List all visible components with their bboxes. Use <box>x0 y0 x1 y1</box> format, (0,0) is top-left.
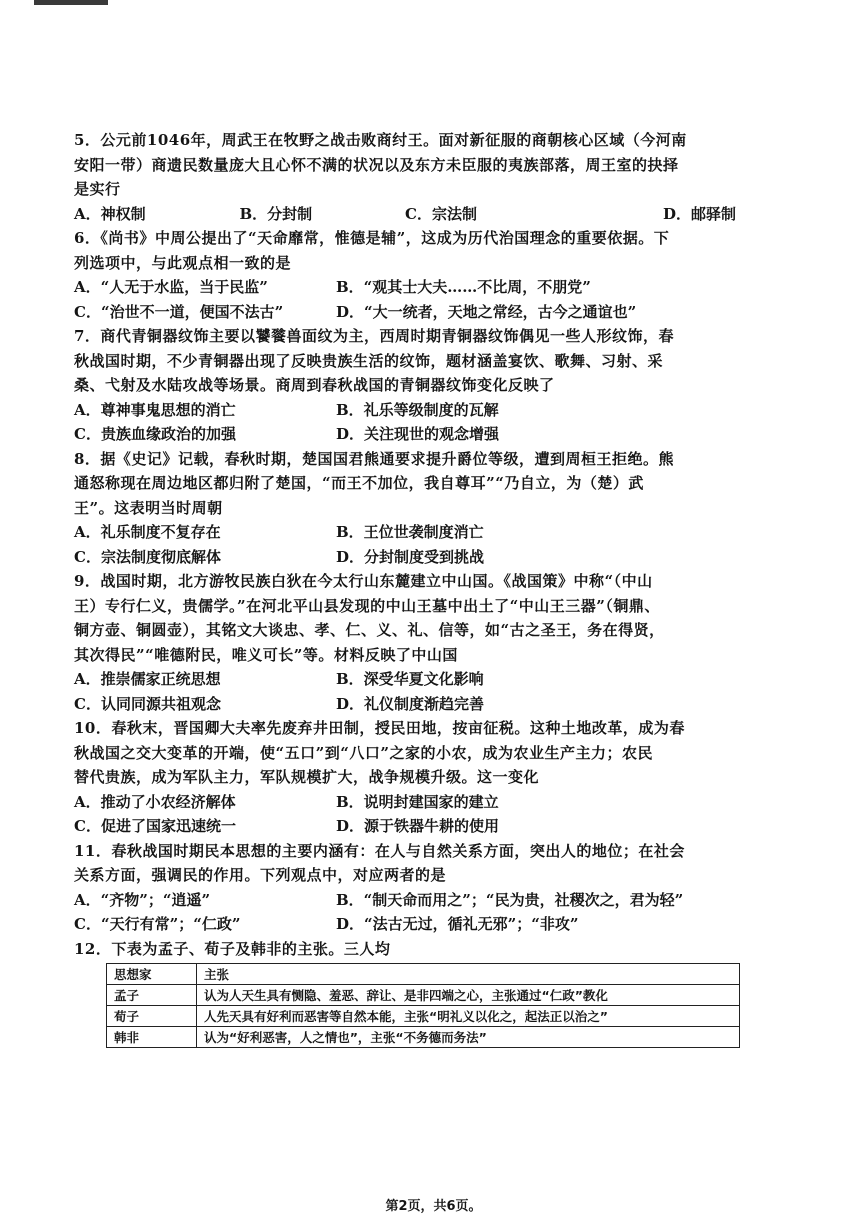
question-stem-line: 替代贵族，成为军队主力，军队规模扩大，战争规模升级。这一变化 <box>74 768 540 786</box>
table-cell-thinker: 孟子 <box>107 985 197 1006</box>
question-stem-line: 7．商代青铜器纹饰主要以饕餮兽面纹为主，西周时期青铜器纹饰偶见一些人形纹饰，春 <box>74 327 674 345</box>
option-a[interactable]: A．“齐物”；“逍遥” <box>74 890 211 909</box>
page-footer: 第2页，共6页。 <box>385 1199 482 1214</box>
option-b[interactable]: B．说明封建国家的建立 <box>336 792 499 811</box>
question-stem-line: 列选项中，与此观点相一致的是 <box>74 253 292 272</box>
options-row <box>74 398 736 423</box>
question-6 <box>74 226 736 324</box>
option-b[interactable]: B．深受华夏文化影响 <box>336 670 484 688</box>
question-stem-line: 6．《尚书》中周公提出了“天命靡常，惟德是辅”，这成为历代治国理念的重要依据。下 <box>74 229 670 247</box>
options-row <box>74 300 736 325</box>
thinkers-table <box>106 963 740 1048</box>
options-row <box>74 422 736 447</box>
question-stem-line: 10．春秋末，晋国卿大夫率先废弃井田制，授民田地，按亩征税。这种土地改革，成为春 <box>74 719 685 737</box>
option-a[interactable]: A．“人无于水监，当于民监” <box>74 278 268 296</box>
question-11 <box>74 839 736 937</box>
option-d[interactable]: D．礼仪制度渐趋完善 <box>336 694 485 713</box>
option-a[interactable]: A．推动了小农经济解体 <box>74 792 236 811</box>
question-stem-line: 安阳一带）商遗民数量庞大且心怀不满的状况以及东方未臣服的夷族部落，周王室的抉择 <box>74 155 679 174</box>
option-b[interactable]: B．礼乐等级制度的瓦解 <box>336 400 499 419</box>
option-b[interactable]: B．“观其士大夫……不比周，不朋党” <box>336 278 591 296</box>
question-10 <box>74 716 736 839</box>
question-stem-line: 关系方面，强调民的作用。下列观点中，对应两者的是 <box>74 866 447 884</box>
option-d[interactable]: D．“法古无过，循礼无邪”；“非攻” <box>336 915 579 933</box>
question-stem-line: 桑、弋射及水陆攻战等场景。商周到春秋战国的青铜器纹饰变化反映了 <box>74 376 555 394</box>
table-cell-view: 认为人天生具有恻隐、羞恶、辞让、是非四端之心，主张通过“仁政”教化 <box>197 985 740 1006</box>
option-b[interactable]: B．分封制 <box>239 204 313 223</box>
options-row <box>74 692 736 717</box>
options-row <box>74 545 736 570</box>
option-d[interactable]: D．分封制度受到挑战 <box>336 547 485 566</box>
options-row <box>74 790 736 815</box>
options-row <box>74 202 736 227</box>
table-row <box>107 985 740 1006</box>
table-cell-thinker: 韩非 <box>107 1027 197 1048</box>
table-header-cell: 思想家 <box>107 964 197 985</box>
options-row <box>74 667 736 692</box>
option-d[interactable]: D．“大一统者，天地之常经，古今之通谊也” <box>336 302 637 321</box>
question-stem-line: 秋战国时期，不少青铜器出现了反映贵族生活的纹饰，题材涵盖宴饮、歌舞、习射、采 <box>74 351 664 370</box>
options-row <box>74 814 736 839</box>
question-stem-line: 5．公元前1046年，周武王在牧野之战击败商纣王。面对新征服的商朝核心区域（今河南 <box>74 131 687 149</box>
option-c[interactable]: C．认同同源共祖观念 <box>74 694 221 713</box>
table-cell-view: 人先天具有好利而恶害等自然本能，主张“明礼义以化之，起法正以治之” <box>197 1006 740 1027</box>
options-row <box>74 912 736 937</box>
table-row <box>107 1027 740 1048</box>
option-b[interactable]: B．“制天命而用之”；“民为贵，社稷次之，君为轻” <box>336 890 684 909</box>
table-header-row <box>107 964 740 985</box>
option-c[interactable]: C．“治世不一道，便国不法古” <box>74 302 284 321</box>
option-c[interactable]: C．贵族血缘政治的加强 <box>74 425 236 443</box>
question-stem-line: 铜方壶、铜圆壶），其铭文大谈忠、孝、仁、义、礼、信等，如“古之圣王，务在得贤， <box>74 621 665 639</box>
option-c[interactable]: C．促进了国家迅速统一 <box>74 817 236 835</box>
question-8 <box>74 447 736 570</box>
table-cell-thinker: 荀子 <box>107 1006 197 1027</box>
option-a[interactable]: A．尊神事鬼思想的消亡 <box>74 400 236 419</box>
option-a[interactable]: A．神权制 <box>74 204 146 223</box>
scan-edge-mark <box>34 0 108 5</box>
question-stem-line: 王）专行仁义，贵儒学。”在河北平山县发现的中山王墓中出土了“中山王三器”（铜鼎、 <box>74 596 660 615</box>
option-d[interactable]: D．邮驿制 <box>662 204 736 223</box>
question-7 <box>74 324 736 447</box>
question-stem-line: 9．战国时期，北方游牧民族白狄在今太行山东麓建立中山国。《战国策》中称“（中山 <box>74 572 653 590</box>
question-stem-line: 12．下表为孟子、荀子及韩非的主张。三人均 <box>74 939 391 958</box>
table-header-cell: 主张 <box>197 964 740 985</box>
option-b[interactable]: B．王位世袭制度消亡 <box>336 523 484 541</box>
question-stem-line: 王”。这表明当时周朝 <box>74 498 223 517</box>
question-stem-line: 其次得民”“唯德附民，唯义可长”等。材料反映了中山国 <box>74 645 458 664</box>
option-c[interactable]: C．宗法制度彻底解体 <box>74 547 221 566</box>
options-row <box>74 520 736 545</box>
option-d[interactable]: D．关注现世的观念增强 <box>336 425 500 443</box>
question-9 <box>74 569 736 716</box>
question-stem-line: 是实行 <box>74 180 121 198</box>
option-c[interactable]: C．“天行有常”；“仁政” <box>74 915 241 933</box>
question-stem-line: 8．据《史记》记载，春秋时期，楚国国君熊通要求提升爵位等级，遭到周桓王拒绝。熊 <box>74 449 674 468</box>
option-a[interactable]: A．推崇儒家正统思想 <box>74 670 221 688</box>
question-5 <box>74 128 736 226</box>
exam-page <box>74 128 736 1048</box>
options-row <box>74 275 736 300</box>
question-stem-line: 通怒称现在周边地区都归附了楚国，“而王不加位，我自尊耳”“乃自立，为（楚）武 <box>74 474 644 492</box>
option-c[interactable]: C．宗法制 <box>405 204 477 223</box>
question-12 <box>74 937 736 1049</box>
table-cell-view: 认为“好利恶害，人之情也”，主张“不务德而务法” <box>197 1027 740 1048</box>
question-stem-line: 11．春秋战国时期民本思想的主要内涵有：在人与自然关系方面，突出人的地位；在社会 <box>74 841 685 860</box>
option-d[interactable]: D．源于铁器牛耕的使用 <box>336 817 500 835</box>
option-a[interactable]: A．礼乐制度不复存在 <box>74 523 221 541</box>
question-stem-line: 秋战国之交大变革的开端，使“五口”到“八口”之家的小农，成为农业生产主力；农民 <box>74 743 654 762</box>
table-row <box>107 1006 740 1027</box>
options-row <box>74 888 736 913</box>
